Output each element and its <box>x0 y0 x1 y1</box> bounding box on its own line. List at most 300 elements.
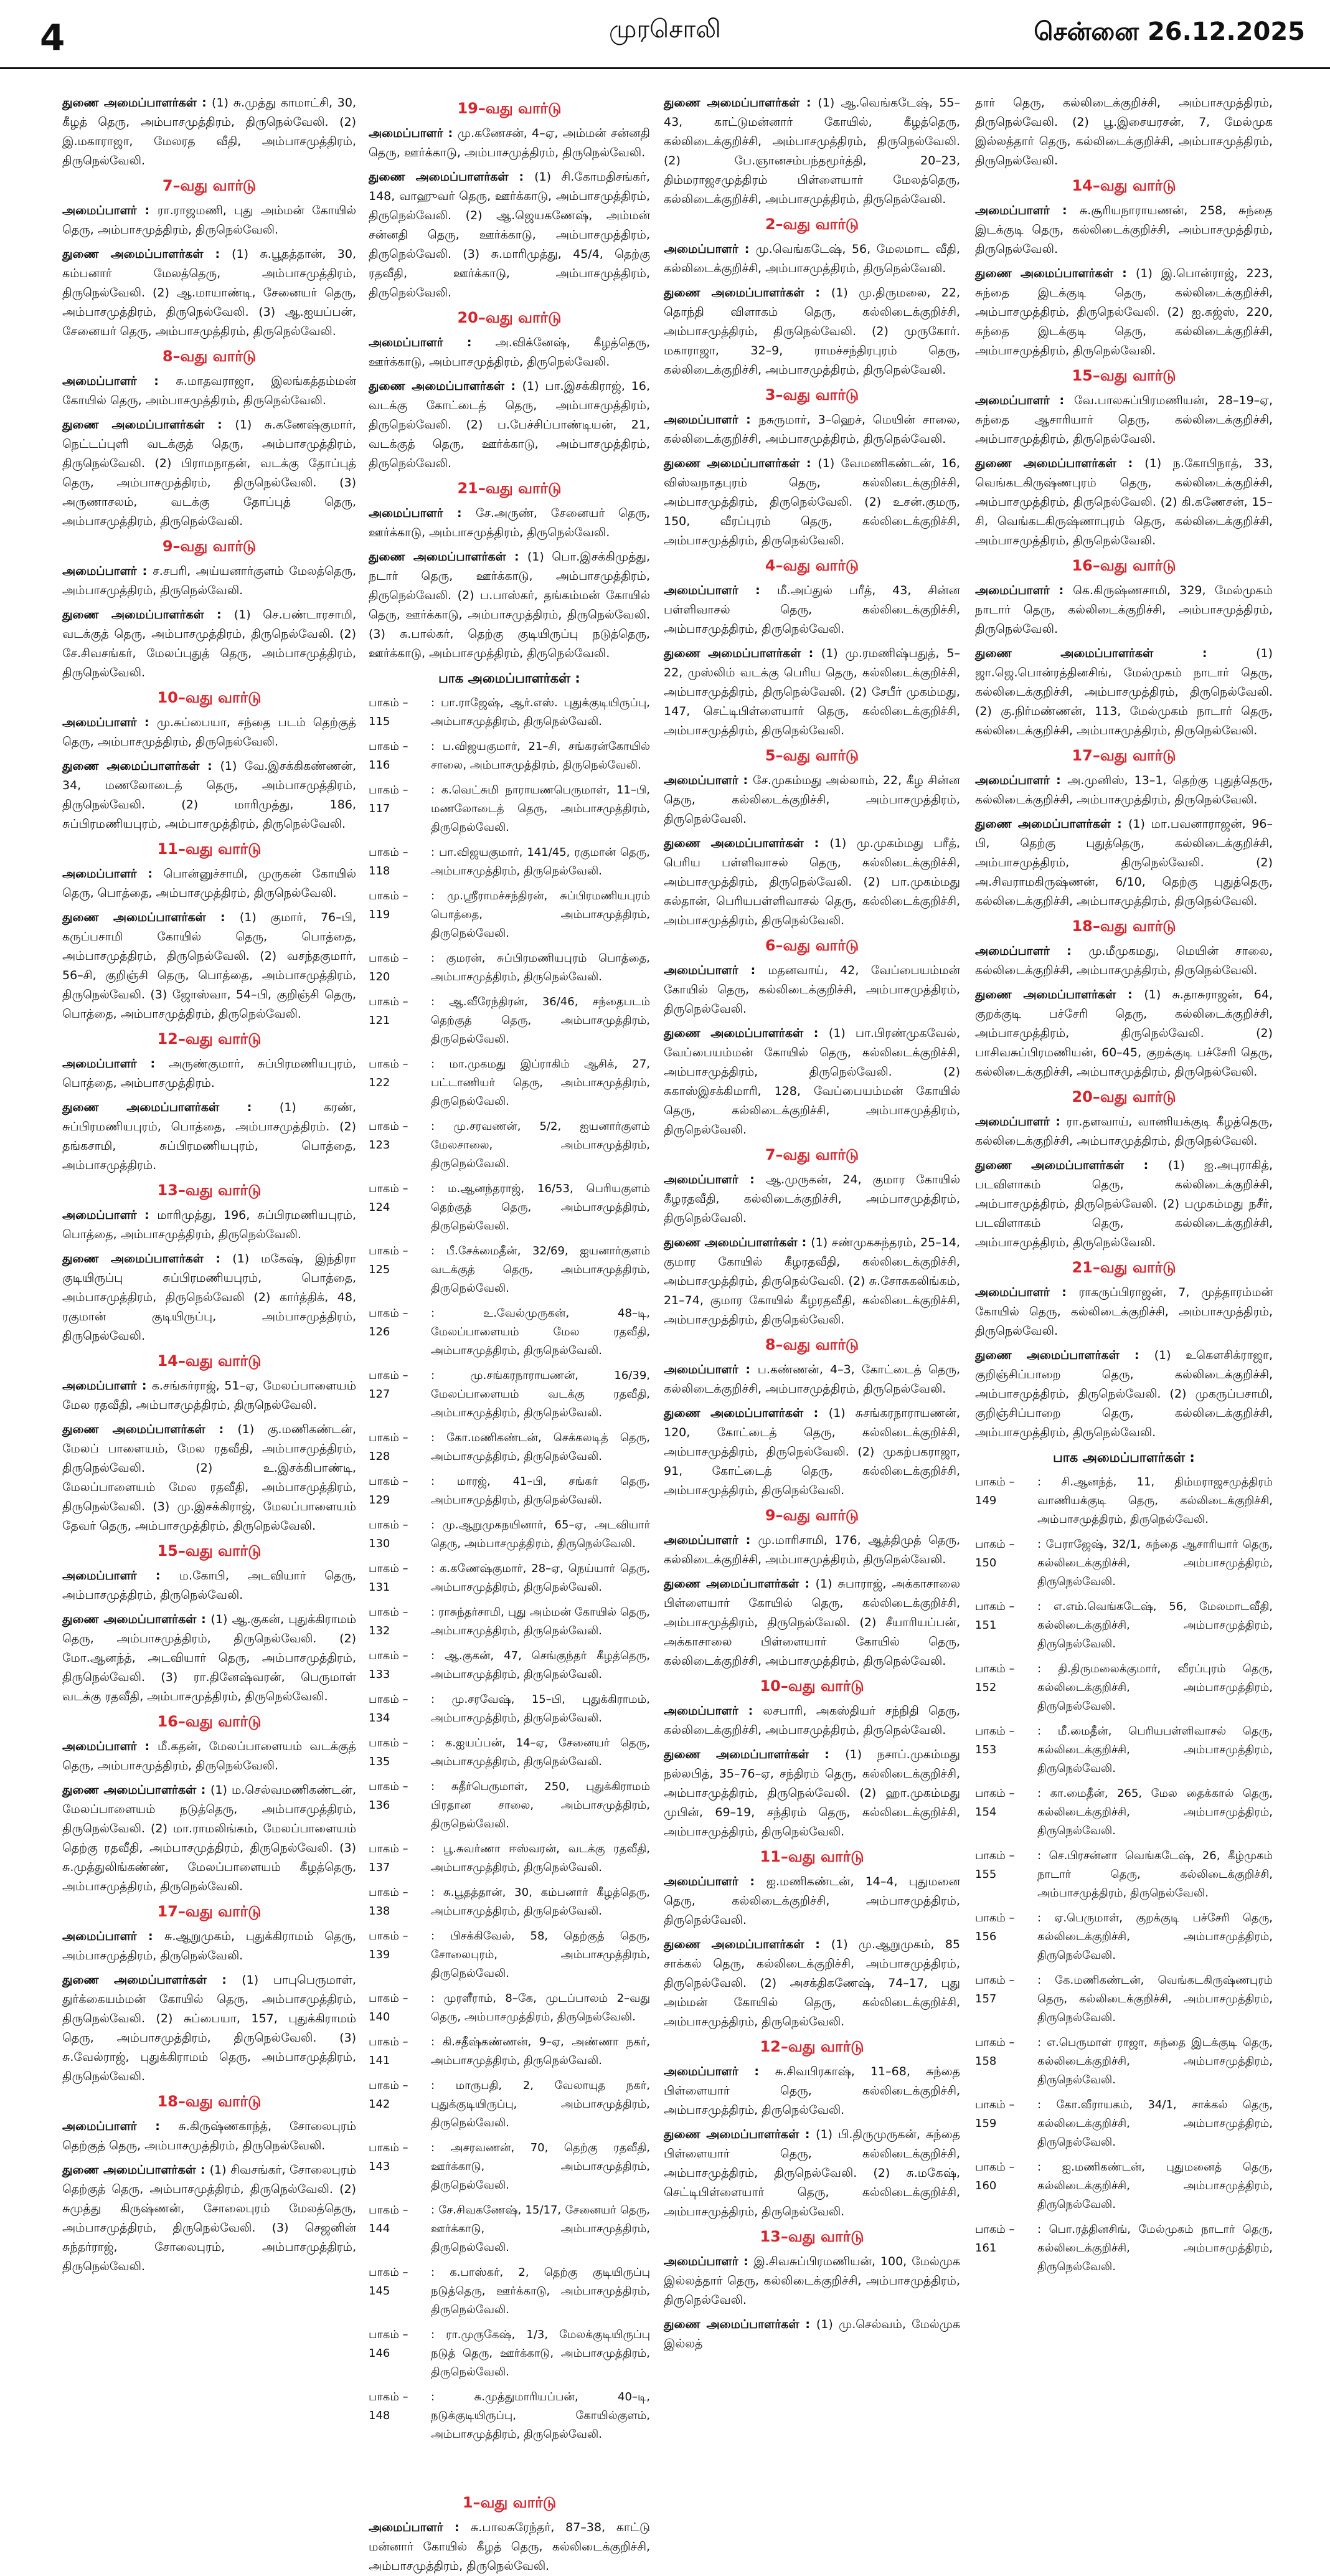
organizer-entry <box>664 2125 960 2222</box>
role-label: துணை அமைப்பாளர்கள் : <box>62 1783 210 1797</box>
role-label: துணை அமைப்பாளர்கள் : <box>975 1158 1168 1172</box>
booth-number: பாகம் – 135 <box>369 1736 408 1768</box>
entry-text: (1) வேமணிகண்டன், 16, விஸ்வநாதபுரம் தெரு, கல்லிடைக்குறிச்சி, அம்பாசமுத்திரம், திருநெல்வேலி. (2) உசன்.குமரு, 150, வீரப்புரம் தெரு, கல்லிடைக்குறிச்சி, அம்பாசமுத்திரம், திருநெல்வேலி. <box>664 457 960 547</box>
organizer-entry <box>664 1745 960 1842</box>
organizer-entry <box>369 547 650 663</box>
booth-row <box>975 1722 1273 1778</box>
booth-organizer: : ம.ஆனந்தராஜ், 16/53, பெரியகுளம் தெற்குத் தெரு, அம்பாசமுத்திரம், திருநெல்வேலி. <box>431 1182 650 1233</box>
entry-text: ராகருப்பிராஜன், 7, முத்தாரம்மன் கோயில் தெரு, கல்லிடைக்குறிச்சி, அம்பாசமுத்திரம், திருநெல்வேலி. <box>975 1286 1273 1338</box>
organizer-entry <box>975 454 1273 551</box>
entry-text: ரா.தளவாய், வாணியக்குடி கீழத்தெரு, கல்லிடைக்குறிச்சி, அம்பாசமுத்திரம், திருநெல்வேலி. <box>975 1115 1273 1148</box>
booth-row <box>975 2034 1273 2090</box>
entry-text: (1) செ.பண்டாரசாமி, வடக்குத் தெரு, அம்பாசமுத்திரம், திருநெல்வேலி. (2) சே.சிவசங்கர், மேலப்புதுத் தெரு, அம்பாசமுத்திரம், திருநெல்வேலி. <box>62 608 356 680</box>
booth-organizer: : கி.சதீஷ்கண்ணன், 9–ஏ, அண்ணா நகர், அம்பாசமுத்திரம், திருநெல்வேலி. <box>431 2035 650 2067</box>
organizer-entry <box>62 1737 356 1776</box>
role-label: துணை அமைப்பாளர்கள் : <box>975 1348 1154 1362</box>
booth-row <box>369 1778 650 1834</box>
organizer-entry <box>975 771 1273 810</box>
organizer-entry <box>62 1249 356 1346</box>
entry-text: அருண்குமார், சுப்பிரமணியபுரம், பொத்தை, அம்பாசமுத்திரம். <box>62 1057 356 1090</box>
booth-row <box>369 2076 650 2133</box>
ward-heading: 10–வது வார்டு <box>760 1677 864 1695</box>
organizer-entry <box>62 1781 356 1896</box>
entry-text: (1) மா.பவனாராஜன், 96–பி, தெற்கு புதுத்தெரு, கல்லிடைக்குறிச்சி, அம்பாசமுத்திரம், திருநெல்வேலி. (2) அ.சிவராமகிருஷ்ணன், 6/10, தெற்கு புதுத்தெரு, கல்லிடைக்குறிச்சி, அம்பாசமுத்திரம், திருநெல்வேலி. <box>975 817 1273 908</box>
role-label: துணை அமைப்பாளர்கள் : <box>664 1938 831 1951</box>
ward-heading: 20–வது வார்டு <box>1072 1088 1176 1106</box>
entry-text: (1) ம.செல்வமணிகண்டன், மேலப்பாளையம் நடுத்தெரு, அம்பாசமுத்திரம், திருநெல்வேலி. (2) மா.ராமலிங்கம், மேலப்பாளையம் தெற்கு ரதவீதி, அம்பாசமுத்திரம், திருநெல்வேலி. (3) சு.முத்துலிங்கண்ண், மேலப்பாளையம் கீழத்தெரு, அம்பாசமுத்திரம், திருநெல்வேலி. <box>62 1783 356 1893</box>
entry-text: (1) ஜா.ஜெ.பொன்ரத்தினசிங், மேல்முகம் நாடார் தெரு, கல்லிடைக்குறிச்சி, அம்பாசமுத்திரம், திருநெல்வேலி. (2) கு.நிர்மண்ணன், 113, மேல்முகம் நாடார் தெரு, கல்லிடைக்குறிச்சி, அம்பாசமுத்திரம், திருநெல்வேலி. <box>975 646 1273 737</box>
booth-organizer: : உ.வேல்முருகன், 48–டி, மேலப்பாளையம் மேல ரதவீதி, அம்பாசமுத்திரம், திருநெல்வேலி. <box>431 1307 650 1357</box>
booth-number: பாகம் – 157 <box>975 1974 1015 2005</box>
booth-organizer: : தி.திருமலைக்குமார், வீரப்புரம் தெரு, கல்லிடைக்குறிச்சி, அம்பாசமுத்திரம், திருநெல்வேலி. <box>1037 1662 1273 1713</box>
booth-row <box>369 1560 650 1597</box>
organizer-entry <box>664 1702 960 1740</box>
ward-heading: 11–வது வார்டு <box>157 840 262 858</box>
entry-text: மு.கணேசன், 4–ஏ, அம்மன் சன்னதி தெரு, ஊர்க்காடு, அம்பாசமுத்திரம், திருநெல்வேலி. <box>369 126 650 159</box>
booth-organizer: : எ.எம்.வெங்கடேஷ், 56, மேலமாடவீதி, கல்லிடைக்குறிச்சி, அம்பாசமுத்திரம், திருநெல்வேலி. <box>1037 1600 1273 1650</box>
role-label: அமைப்பாளர் : <box>975 944 1089 958</box>
booth-number: பாகம் – 146 <box>369 2328 408 2360</box>
booth-number: பாகம் – 145 <box>369 2266 408 2298</box>
booth-number: பாகம் – 139 <box>369 1930 408 1961</box>
organizer-entry <box>975 93 1273 171</box>
ward-heading: 15–வது வார்டு <box>1072 367 1176 384</box>
organizer-entry <box>975 201 1273 259</box>
booth-organizer: : மு.ஆறுமுகநயினார், 65–ஏ, அடவியார் தெரு, அம்பாசமுத்திரம், திருநெல்வேலி. <box>431 1518 650 1550</box>
entry-text: ச.சபரி, அய்யனார்குளம் மேலத்தெரு, அம்பாசமுத்திரம், திருநெல்வேலி. <box>62 564 356 597</box>
booth-number: பாகம் – 140 <box>369 1992 408 2024</box>
entry-text: (1) கு.மணிகண்டன், மேலப் பாளையம், மேல ரதவீதி, அம்பாசமுத்திரம், திருநெல்வேலி. (2) உ.இசக்கிபாண்டி, மேலப்பாளையம் மேல ரதவீதி, அம்பாசமுத்திரம், திருநெல்வேலி. (3) மு.இசக்கிராஜ், மேலப்பாளையம் தேவர் தெரு, அம்பாசமுத்திரம், திருநெல்வேலி. <box>62 1423 356 1533</box>
booth-row <box>369 2201 650 2257</box>
entry-text: (1) சி.கோமதிசங்கர், 148, வாஹுவர் தெரு, ஊர்க்காடு, அம்பாசமுத்திரம், திருநெல்வேலி. (2) ஆ.ஜெயகணேஷ், அம்மன் சன்னதி தெரு, ஊர்க்காடு, அம்பாசமுத்திரம், திருநெல்வேலி. (3) சு.மாரிமுத்து, 45/4, தெற்கு ரதவீதி, ஊர்க்காடு, அம்பாசமுத்திரம், திருநெல்வேலி. <box>369 170 650 300</box>
role-label: அமைப்பாளர் : <box>369 126 458 140</box>
role-label: துணை அமைப்பாளர்கள் : <box>664 1026 829 1040</box>
booth-row <box>369 2388 650 2444</box>
booth-row <box>975 1473 1273 1529</box>
organizer-entry <box>664 1404 960 1500</box>
role-label: அமைப்பாளர் : <box>664 584 778 597</box>
booth-number: பாகம் – 131 <box>369 1562 408 1594</box>
entry-text: ம.கோபி, அடவியார் தெரு, அம்பாசமுத்திரம், திருநெல்வேலி. <box>62 1569 356 1602</box>
column-2 <box>369 93 650 2573</box>
booth-row <box>369 1840 650 1877</box>
booth-number: பாகம் – 134 <box>369 1693 408 1725</box>
booth-number: பாகம் – 117 <box>369 784 408 815</box>
organizer-entry <box>62 1610 356 1707</box>
role-label: துணை அமைப்பாளர்கள் : <box>62 759 220 773</box>
organizer-entry <box>664 1574 960 1671</box>
role-label: துணை அமைப்பாளர்கள் : <box>664 1236 811 1249</box>
entry-text: (1) மு.முகம்மது பரீத், பெரிய பள்ளிவாசல் தெரு, கல்லிடைக்குறிச்சி, அம்பாசமுத்திரம், திருநெல்வேலி. (2) பா.முகம்மது சுல்தான், பெரியபள்ளிவாசல் தெரு, கல்லிடைக்குறிச்சி, அம்பாசமுத்திரம், திருநெல்வேலி. <box>664 836 960 927</box>
organizer-entry <box>369 168 650 303</box>
booth-organizer: : பொ.ரத்தினசிங், மேல்முகம் நாடார் தெரு, கல்லிடைக்குறிச்சி, அம்பாசமுத்திரம், திருநெல்வேலி. <box>1037 2223 1273 2273</box>
ward-heading: 6–வது வார்டு <box>765 937 859 954</box>
role-label: துணை அமைப்பாளர்கள் : <box>62 247 232 261</box>
booth-row <box>369 1927 650 1983</box>
booth-row <box>975 1971 1273 2027</box>
role-label: துணை அமைப்பாளர்கள் : <box>664 286 831 300</box>
organizer-entry <box>62 562 356 600</box>
role-label: அமைப்பாளர் : <box>62 1379 152 1393</box>
booth-organizer: : மு.சங்கரநாராயணன், 16/39, மேலப்பாளையம் வடக்கு ரதவீதி, அம்பாசமுத்திரம், திருநெல்வேலி. <box>431 1369 650 1419</box>
entry-text: (1) சு.கணேஷ்குமார், நெட்டப்புளி வடக்குத் தெரு, அம்பாசமுத்திரம், திருநெல்வேலி. (2) பிராமநாதன், வடக்கு தோப்புத் தெரு, அம்பாசமுத்திரம், திருநெல்வேலி. (3) அருணாசலம், வடக்கு தோப்புத் தெரு, அம்பாசமுத்திரம், திருநெல்வேலி. <box>62 418 356 528</box>
role-label: துணை அமைப்பாளர்கள் : <box>664 2318 816 2331</box>
booth-organizer: : க.கணேஷ்குமார், 28–ஏ, நெய்யார் தெரு, அம்பாசமுத்திரம், திருநெல்வேலி. <box>431 1562 650 1594</box>
role-label: துணை அமைப்பாளர்கள் : <box>664 836 830 850</box>
organizer-entry <box>975 264 1273 361</box>
entry-text: (1) பொ.இசக்கிமுத்து, நடார் தெரு, ஊர்க்காடு, அம்பாசமுத்திரம், திருநெல்வேலி. (2) ப.பாஸ்கர், தங்கம்மன் கோயில் தெரு, ஊர்க்காடு, அம்பாசமுத்திரம், திருநெல்வேலி. (3) சு.பால்கர், தெற்கு குடியிருப்பு நடுத்தெரு, ஊர்க்காடு, அம்பாசமுத்திரம், திருநெல்வேலி. <box>369 550 650 660</box>
entry-text: (1) மு.ஆறுமுகம், 85 சாக்கல் தெரு, கல்லிடைக்குறிச்சி, அம்பாசமுத்திரம், திருநெல்வேலி. (2) அசக்திகணேஷ், 74–17, புது அம்மன் கோயில் தெரு, கல்லிடைக்குறிச்சி, அம்பாசமுத்திரம், திருநெல்வேலி. <box>664 1938 960 2029</box>
organizer-entry <box>664 283 960 380</box>
booth-organizer: : ரா.முருகேஷ், 1/3, மேலக்குடியிருப்பு நடுத் தெரு, ஊர்க்காடு, அம்பாசமுத்திரம், திருநெல்வேலி. <box>431 2328 650 2379</box>
booth-number: பாகம் – 153 <box>975 1725 1015 1756</box>
role-label: துணை அமைப்பாளர்கள் : <box>62 1423 238 1436</box>
entry-text: (1) பா.பிரண்முகவேல், வேப்பையம்மன் கோயில் தெரு, கல்லிடைக்குறிச்சி, அம்பாசமுத்திரம், திருநெல்வேலி. (2) சுகாஸ்இசக்கிமாரி, 128, வேப்பையம்மன் கோயில் தெரு, கல்லிடைக்குறிச்சி, அம்பாசமுத்திரம், திருநெல்வேலி. <box>664 1026 960 1137</box>
role-label: துணை அமைப்பாளர்கள் : <box>664 1406 829 1420</box>
ward-heading: 21–வது வார்டு <box>1072 1259 1176 1276</box>
ward-heading: 7–வது வார்டு <box>765 1146 859 1163</box>
entry-text: மு.மீமுகமது, மெயின் சாலை, கல்லிடைக்குறிச்சி, அம்பாசமுத்திரம், திருநெல்வேலி. <box>975 944 1273 977</box>
newspaper-name: முரசொலி <box>609 15 721 44</box>
organizer-entry <box>62 908 356 1024</box>
ward-heading: 10–வது வார்டு <box>157 689 262 706</box>
entry-text: (1) மு.திருமலை, 22, தொந்தி விளாகம் தெரு, கல்லிடைக்குறிச்சி, அம்பாசமுத்திரம், திருநெல்வேலி. (2) முருகோர். மகாராஜா, 32–9, ராமச்சந்திரபுரம் தெரு, கல்லிடைக்குறிச்சி, அம்பாசமுத்திரம், திருநெல்வேலி. <box>664 286 960 377</box>
role-label: துணை அமைப்பாளர்கள் : <box>62 1252 233 1266</box>
ward-heading: 5–வது வார்டு <box>765 747 859 764</box>
role-label: துணை அமைப்பாளர்கள் : <box>62 911 240 924</box>
page-header <box>0 0 1330 84</box>
booth-organizer: : மாரஜ், 41–பி, சங்கர் தெரு, அம்பாசமுத்திரம், திருநெல்வேலி. <box>431 1475 650 1507</box>
entry-text: பொன்னுச்சாமி, முருகன் கோயில் தெரு, பொத்தை, அம்பாசமுத்திரம், திருநெல்வேலி. <box>62 867 356 900</box>
entry-text: (1) வே.இசக்கிகண்ணன், 34, மணலோடைத் தெரு, அம்பாசமுத்திரம், திருநெல்வேலி. (2) மாரிமுத்து, 186, சுப்பிரமணியபுரம், அம்பாசமுத்திரம், திருநெல்வேலி. <box>62 759 356 831</box>
organizer-entry <box>62 1376 356 1415</box>
role-label: துணை அமைப்பாளர்கள் : <box>369 379 522 393</box>
organizer-entry <box>975 1156 1273 1252</box>
entry-text: சு.கிருஷ்ணகாந்த், சோலைபுரம் தெற்குத் தெரு, அம்பாசமுத்திரம், திருநெல்வேலி. <box>62 2119 356 2152</box>
organizer-entry <box>975 942 1273 980</box>
booth-number: பாகம் – 130 <box>369 1518 408 1550</box>
booth-number: பாகம் – 158 <box>975 2036 1015 2068</box>
booth-row <box>975 2158 1273 2214</box>
role-label: அமைப்பாளர் : <box>62 1569 179 1583</box>
organizer-entry <box>369 377 650 473</box>
booth-number: பாகம் – 155 <box>975 1849 1015 1881</box>
booth-number: பாகம் – 124 <box>369 1182 408 1214</box>
entry-text: (1) சு.தாசுராஜன், 64, குறக்குடி பச்சேரி தெரு, கல்லிடைக்குறிச்சி, அம்பாசமுத்திரம், திருநெல்வேலி. (2) பாசிவசுப்பிரமணியன், 60–45, குறக்குடி பச்சேரி தெரு, கல்லிடைக்குறிச்சி, அம்பாசமுத்திரம், திருநெல்வேலி. <box>975 988 1273 1079</box>
entry-text: வே.பாலசுப்பிரமணியன், 28–19–ஏ, சுந்தை ஆசாரியார் தெரு, கல்லிடைக்குறிச்சி, அம்பாசமுத்திரம், திருநெல்வேலி. <box>975 394 1273 446</box>
organizer-entry <box>62 1420 356 1536</box>
organizer-entry <box>664 834 960 930</box>
booth-organizer: : கோ.மணிகண்டன், செக்கலடித் தெரு, அம்பாசமுத்திரம், திருநெல்வேலி. <box>431 1431 650 1463</box>
booth-number: பாகம் – 120 <box>369 952 408 983</box>
booth-number: பாகம் – 150 <box>975 1538 1015 1570</box>
entry-text: சு.சூரியநாராயணன், 258, சுந்தை இடக்குடி தெரு, கல்லிடைக்குறிச்சி, அம்பாசமுத்திரம், திருநெல்வேலி. <box>975 204 1273 256</box>
entry-text: (1) ஆ.குகன், புதுக்கிராமம் தெரு, அம்பாசமுத்திரம், திருநெல்வேலி. (2) மோ.ஆனந்த், அடவியார் தெரு, அம்பாசமுத்திரம், திருநெல்வேலி. (3) ரா.தினேஷ்வரன், பெருமாள் வடக்கு ரதவீதி, அம்பாசமுத்திரம், திருநெல்வேலி. <box>62 1612 356 1703</box>
booth-row <box>975 1660 1273 1716</box>
booth-organizer: : ஏ.பெருமாள், குறக்குடி பச்சேரி தெரு, கல்லிடைக்குறிச்சி, அம்பாசமுத்திரம், திருநெல்வேலி. <box>1037 1911 1273 1962</box>
organizer-entry <box>664 1024 960 1140</box>
dateline: சென்னை 26.12.2025 <box>1034 17 1305 46</box>
booth-number: பாகம் – 121 <box>369 995 408 1027</box>
booth-row <box>975 1535 1273 1591</box>
booth-organizer: : கே.மணிகண்டன், வெங்கடகிருஷ்ணபுரம் தெரு, கல்லிடைக்குறிச்சி, அம்பாசமுத்திரம், திருநெல்வேலி. <box>1037 1974 1273 2024</box>
role-label: அமைப்பாளர் : <box>369 506 476 520</box>
header-rule <box>0 67 1330 69</box>
booth-organizer: : செ.பிரசன்னா வெங்கடேஷ், 26, கீழ்முகம் நாடார் தெரு, கல்லிடைக்குறிச்சி, அம்பாசமுத்திரம், திருநெல்வேலி. <box>1037 1849 1273 1900</box>
role-label: துணை அமைப்பாளர்கள் : <box>369 170 535 184</box>
ward-heading: 13–வது வார்டு <box>157 1181 262 1199</box>
booth-organizer: : ஆ.வீரேந்திரன், 36/46, சந்தைபடம் தெற்குத் தெரு, அம்பாசமுத்திரம், திருநெல்வேலி. <box>431 995 650 1046</box>
organizer-entry <box>664 581 960 639</box>
entry-text: (1) மு.ரமணிஷ்பதுத், 5–22, முஸ்லிம் வடக்கு பெரிய தெரு, கல்லிடைக்குறிச்சி, அம்பாசமுத்திரம், திருநெல்வேலி. (2) சேபீர் முகம்மது, 147, செட்டிபிள்ளையார் தெரு, கல்லிடைக்குறிச்சி, அம்பாசமுத்திரம், திருநெல்வேலி. <box>664 646 960 737</box>
booth-organizer: : கோ.வீராயகம், 34/1, சாக்கல் தெரு, கல்லிடைக்குறிச்சி, அம்பாசமுத்திரம், திருநெல்வேலி. <box>1037 2098 1273 2149</box>
ward-heading: 12–வது வார்டு <box>760 2038 864 2055</box>
role-label: துணை அமைப்பாளர்கள் : <box>664 457 818 470</box>
page-number: 4 <box>40 16 65 59</box>
booth-row <box>369 2326 650 2382</box>
ward-heading: 4–வது வார்டு <box>765 557 859 574</box>
organizer-entry <box>664 1170 960 1228</box>
entry-text: சு.பாலசுரேந்தர், 87–38, காட்டு மன்னார் கோயில் கீழத் தெரு, கல்லிடைக்குறிச்சி, அம்பாசமுத்திரம், திருநெல்வேலி. <box>369 2521 650 2573</box>
booth-number: பாகம் – 138 <box>369 1886 408 1918</box>
ward-heading: 3–வது வார்டு <box>765 386 859 404</box>
booth-row <box>369 2263 650 2319</box>
entry-text: (1) மு.செல்வம், மேல்முக இல்லத் <box>664 2318 960 2351</box>
booth-number: பாகம் – 122 <box>369 1058 408 1089</box>
entry-text: க.சங்கர்ராஜ், 51–ஏ, மேலப்பாளையம் மேல ரதவீதி, அம்பாசமுத்திரம், திருநெல்வேலி. <box>62 1379 356 1412</box>
organizer-entry <box>664 771 960 829</box>
booth-row <box>369 2139 650 2195</box>
entry-text: லசபாரி, அகஸ்தியர் சந்நிதி தெரு, கல்லிடைக்குறிச்சி, அம்பாசமுத்திரம், திருநெல்வேலி. <box>664 1704 960 1737</box>
ward-heading: 16–வது வார்டு <box>157 1713 262 1730</box>
entry-text: (1) சு.பூதத்தான், 30, கம்பனார் மேலத்தெரு, அம்பாசமுத்திரம், திருநெல்வேலி. (2) ஆ.மாயாண்டி, சேனையர் தெரு, அம்பாசமுத்திரம், திருநெல்வேலி. (3) ஆ.ஐயப்பன், சேனையர் தெரு, அம்பாசமுத்திரம், திருநெல்வேலி. <box>62 247 356 338</box>
ward-heading: 12–வது வார்டு <box>157 1030 262 1048</box>
entry-text: மதனவாய், 42, வேப்பையம்மன் கோயில் தெரு, கல்லிடைக்குறிச்சி, அம்பாசமுத்திரம், திருநெல்வேலி. <box>664 964 960 1016</box>
entry-text: (1) பா.இசக்கிராஜ், 16, வடக்கு கோட்டைத் தெரு, அம்பாசமுத்திரம், திருநெல்வேலி. (2) ப.பேச்சிப்பாண்டியன், 21, வடக்குத் தெரு, ஊர்க்காடு, அம்பாசமுத்திரம், திருநெல்வேலி. <box>369 379 650 470</box>
role-label: துணை அமைப்பாளர்கள் : <box>664 1577 816 1591</box>
entry-text: இ.சிவசுப்பிரமணியன், 100, மேல்முக இல்லத்தார் தெரு, கல்லிடைக்குறிச்சி, அம்பாசமுத்திரம், திருநெல்வேலி. <box>664 2255 960 2307</box>
booth-row <box>369 1690 650 1728</box>
role-label: அமைப்பாளர் : <box>664 774 753 787</box>
organizer-entry <box>664 1531 960 1570</box>
role-label: அமைப்பாளர் : <box>975 584 1073 597</box>
booth-row <box>975 1784 1273 1840</box>
entry-text: கெ.கிருஷ்ணசாமி, 329, மேல்முகம் நாடார் தெரு, கல்லிடைக்குறிச்சி, அம்பாசமுத்திரம், திருநெல்வேலி. <box>975 584 1273 636</box>
role-label: துணை அமைப்பாளர்கள் : <box>62 2163 210 2177</box>
role-label: அமைப்பாளர் : <box>975 1286 1079 1299</box>
organizer-entry <box>664 93 960 209</box>
entry-text: சே.அருண், சேனையர் தெரு, ஊர்க்காடு, அம்பாசமுத்திரம், திருநெல்வேலி. <box>369 506 650 539</box>
role-label: துணை அமைப்பாளர்கள் : <box>664 96 818 110</box>
ward-heading: 19–வது வார்டு <box>457 100 562 117</box>
booth-number: பாகம் – 128 <box>369 1431 408 1463</box>
organizer-entry <box>664 2062 960 2120</box>
booth-number: பாகம் – 156 <box>975 1911 1015 1943</box>
organizer-entry <box>369 124 650 163</box>
role-label: அமைப்பாளர் : <box>369 2521 471 2534</box>
booth-row <box>369 1117 650 1173</box>
organizer-entry <box>62 93 356 171</box>
entry-text: சே.முகம்மது அல்லாம், 22, கீழ சின்ன தெரு, கல்லிடைக்குறிச்சி, அம்பாசமுத்திரம், திருநெல்வேலி. <box>664 774 960 826</box>
role-label: அமைப்பாளர் : <box>975 204 1080 217</box>
organizer-entry <box>369 2518 650 2576</box>
organizer-entry <box>975 391 1273 449</box>
booth-organizer: : பா.ராஜேஷ், ஆர்.எஸ். புதுக்குடியிருப்பு, அம்பாசமுத்திரம், திருநெல்வேலி. <box>431 696 650 728</box>
booth-number: பாகம் – 125 <box>369 1244 408 1276</box>
column-spacer <box>369 2450 650 2488</box>
booth-row <box>369 1366 650 1423</box>
booth-organizer: : முரளீராம், 8–கே, முடப்பாலம் 2–வது தெரு, அம்பாசமுத்திரம், திருநெல்வேலி. <box>431 1992 650 2024</box>
entry-text: சு.சிவபிரகாஷ், 11–68, சுந்தை பிள்ளையார் தெரு, கல்லிடைக்குறிச்சி, அம்பாசமுத்திரம், திருநெல்வேலி. <box>664 2065 960 2117</box>
entry-text: (1) ந.கோபிநாத், 33, வெங்கடகிருஷ்ணபுரம் தெரு, கல்லிடைக்குறிச்சி, அம்பாசமுத்திரம், திருநெல்வேலி. (2) கி.கணேசன், 15–சி, வெங்கடகிருஷ்ணாபுரம் தெரு, கல்லிடைக்குறிச்சி, அம்பாசமுத்திரம், திருநெல்வேலி. <box>975 457 1273 547</box>
organizer-entry <box>664 1872 960 1930</box>
booth-number: பாகம் – 115 <box>369 696 408 728</box>
ward-heading: 21–வது வார்டு <box>457 480 562 497</box>
organizer-entry <box>664 410 960 449</box>
organizer-entry <box>62 201 356 240</box>
organizer-entry <box>664 644 960 741</box>
organizer-entry <box>62 757 356 834</box>
booth-row <box>369 887 650 943</box>
ward-heading: 18–வது வார்டு <box>1072 917 1176 935</box>
booth-row <box>369 993 650 1049</box>
entry-text: ஐ.மணிகண்டன், 14–4, புதுமனை தெரு, கல்லிடைக்குறிச்சி, அம்பாசமுத்திரம், திருநெல்வேலி. <box>664 1875 960 1927</box>
organizer-entry <box>62 1971 356 2086</box>
booth-organizer: : மு.சரவணன், 5/2, ஐயனார்குளம் மேலசாலை, அம்பாசமுத்திரம், திருநெல்வேலி. <box>431 1120 650 1170</box>
ward-heading: 2–வது வார்டு <box>765 215 859 233</box>
booth-row <box>369 2033 650 2070</box>
booth-organizer: : பிசக்கிவேல், 58, தெற்குத் தெரு, சோலைபுரம், அம்பாசமுத்திரம், திருநெல்வேலி. <box>431 1930 650 1980</box>
entry-text: (1) சண்முகசுந்தரம், 25–14, குமார கோயில் கீழரதவீதி, கல்லிடைக்குறிச்சி, அம்பாசமுத்திரம், திருநெல்வேலி. (2) சு.சோசுகலிங்கம், 21–74, குமார கோயில் கீழரதவீதி, கல்லிடைக்குறிச்சி, அம்பாசமுத்திரம், திருநெல்வேலி. <box>664 1236 960 1327</box>
organizer-entry <box>62 2161 356 2276</box>
booth-number: பாகம் – 123 <box>369 1120 408 1152</box>
organizer-entry <box>975 815 1273 911</box>
organizer-entry <box>62 245 356 341</box>
booth-number: பாகம் – 152 <box>975 1662 1015 1694</box>
booth-number: பாகம் – 144 <box>369 2204 408 2235</box>
booth-row <box>369 1883 650 1921</box>
entry-text: மீ.கதன், மேலப்பாளையம் வடக்குத் தெரு, அம்பாசமுத்திரம், திருநெல்வேலி. <box>62 1740 356 1773</box>
column-1 <box>62 93 356 2273</box>
entry-text: அ.விக்னேஷ், கீழத்தெரு, ஊர்க்காடு, அம்பாசமுத்திரம், திருநெல்வேலி. <box>369 336 650 369</box>
role-label: துணை அமைப்பாளர்கள் : <box>62 608 234 622</box>
ward-heading: 9–வது வார்டு <box>162 537 257 555</box>
role-label: துணை அமைப்பாளர்கள் : <box>664 1748 846 1761</box>
role-label: அமைப்பாளர் : <box>62 1057 169 1071</box>
organizer-entry <box>62 713 356 752</box>
ward-heading: 9–வது வார்டு <box>765 1507 859 1524</box>
role-label: துணை அமைப்பாளர்கள் : <box>62 418 235 432</box>
booth-number: பாகம் – 160 <box>975 2161 1015 2192</box>
booth-number: பாகம் – 142 <box>369 2079 408 2111</box>
booth-organizer: : கா.மைதீன், 265, மேல தைக்கால் தெரு, கல்லிடைக்குறிச்சி, அம்பாசமுத்திரம், திருநெல்வேலி. <box>1037 1787 1273 1837</box>
booth-organizer: : மு.சரவேஷ், 15–பி, புதுக்கிராமம், அம்பாசமுத்திரம், திருநெல்வேலி. <box>431 1693 650 1725</box>
entry-text: (1) பி.திருமுருகன், சுந்தை பிள்ளையார் தெரு, கல்லிடைக்குறிச்சி, அம்பாசமுத்திரம், திருநெல்வேலி. (2) சு.மகேஷ், செட்டிபிள்ளையார் தெரு, கல்லிடைக்குறிச்சி, அம்பாசமுத்திரம், திருநெல்வேலி. <box>664 2128 960 2218</box>
role-label: அமைப்பாளர் : <box>664 2065 775 2078</box>
role-label: துணை அமைப்பாளர்கள் : <box>664 2128 816 2141</box>
organizer-entry <box>62 415 356 531</box>
booth-row <box>369 694 650 731</box>
organizer-entry <box>975 644 1273 741</box>
entry-text: மு.வெங்கடேஷ், 56, மேலமாட வீதி, கல்லிடைக்குறிச்சி, அம்பாசமுத்திரம், திருநெல்வேலி. <box>664 242 960 275</box>
booth-organizer: : பேராஜேஷ், 32/1, சுந்தை ஆசாரியார் தெரு, கல்லிடைக்குறிச்சி, அம்பாசமுத்திரம், திருநெல்வேலி. <box>1037 1538 1273 1588</box>
booth-organizer: : சு.முத்துமாரியப்பன், 40–டி, நடுக்குடியிருப்பு, கோயில்குளம், அம்பாசமுத்திரம், திருநெல்வேலி. <box>431 2390 650 2441</box>
role-label: அமைப்பாளர் : <box>62 564 153 578</box>
organizer-entry <box>62 2117 356 2156</box>
role-label: அமைப்பாளர் : <box>62 1740 158 1753</box>
entry-text: அ.முனிஸ், 13–1, தெற்கு புதுத்தெரு, கல்லிடைக்குறிச்சி, அம்பாசமுத்திரம், திருநெல்வேலி. <box>975 774 1273 807</box>
entry-text: (1) உகௌசிக்ராஜா, குறிஞ்சிப்பாறை தெரு, கல்லிடைக்குறிச்சி, அம்பாசமுத்திரம், திருநெல்வேலி. (2) முகருப்பசாமி, குறிஞ்சிப்பாறை தெரு, கல்லிடைக்குறிச்சி, அம்பாசமுத்திரம், திருநெல்வேலி. <box>975 1348 1273 1439</box>
role-label: அமைப்பாளர் : <box>62 1930 164 1943</box>
booth-number: பாகம் – 129 <box>369 1475 408 1507</box>
organizer-entry <box>369 333 650 372</box>
organizer-entry <box>664 454 960 551</box>
booth-number: பாகம் – 136 <box>369 1780 408 1812</box>
organizer-entry <box>975 985 1273 1082</box>
booth-organizer: : பா.விஜயகுமார், 141/45, ரகுமான் தெரு, அம்பாசமுத்திரம், திருநெல்வேலி. <box>431 846 650 878</box>
entry-text: (1) நசாப்.முகம்மது நல்லபித், 35–76–ஏ, சந்திரம் தெரு, கல்லிடைக்குறிச்சி, அம்பாசமுத்திரம், திருநெல்வேலி. (2) ஹா.முகம்மது முபின், 69–19, சந்திரம் தெரு, கல்லிடைக்குறிச்சி, அம்பாசமுத்திரம், திருநெல்வேலி. <box>664 1748 960 1839</box>
role-label: துணை அமைப்பாளர்கள் : <box>62 96 212 110</box>
role-label: துணை அமைப்பாளர்கள் : <box>62 1612 211 1626</box>
booth-row <box>369 1304 650 1360</box>
role-label: அமைப்பாளர் : <box>369 336 496 349</box>
organizer-entry <box>62 605 356 683</box>
organizer-entry <box>62 372 356 410</box>
role-label: துணை அமைப்பாளர்கள் : <box>664 646 821 660</box>
role-label: அமைப்பாளர் : <box>975 394 1074 407</box>
ward-heading: 7–வது வார்டு <box>162 177 257 194</box>
article-body <box>0 93 1330 2573</box>
ward-heading: 13–வது வார்டு <box>760 2228 864 2245</box>
booth-row <box>369 1180 650 1236</box>
role-label: அமைப்பாளர் : <box>62 867 164 881</box>
ward-heading: 17–வது வார்டு <box>157 1903 262 1920</box>
entry-text: தார் தெரு, கல்லிடைக்குறிச்சி, அம்பாசமுத்திரம், திருநெல்வேலி. (2) பூ.இசையரசன், 7, மேல்முக இல்லத்தார் தெரு, கல்லிடைக்குறிச்சி, அம்பாசமுத்திரம், திருநெல்வேலி. <box>975 96 1273 168</box>
booth-number: பாகம் – 148 <box>369 2390 408 2422</box>
booth-row <box>369 1603 650 1641</box>
booth-row <box>975 2220 1273 2276</box>
section-heading: பாக அமைப்பாளர்கள் : <box>1053 1450 1195 1465</box>
role-label: துணை அமைப்பாளர்கள் : <box>975 267 1136 280</box>
column-3 <box>664 93 960 2351</box>
ward-heading: 1–வது வார்டு <box>462 2494 557 2511</box>
role-label: அமைப்பாளர் : <box>975 1115 1067 1129</box>
booth-row <box>369 843 650 881</box>
entry-text: (1) குமார், 76–பி, கருப்பசாமி கோயில் தெரு, பொத்தை, அம்பாசமுத்திரம், திருநெல்வேலி. (2) வசந்தகுமார், 56–சி, குறிஞ்சி தெரு, பொத்தை, அம்பாசமுத்திரம், திருநெல்வேலி. (3) ஜோஸ்வா, 54–பி, குறிஞ்சி தெரு, பொத்தை, அம்பாசமுத்திரம், திருநெல்வேலி. <box>62 911 356 1021</box>
role-label: அமைப்பாளர் : <box>664 242 756 256</box>
booth-number: பாகம் – 151 <box>975 1600 1015 1632</box>
organizer-entry <box>62 864 356 903</box>
booth-row <box>369 781 650 837</box>
booth-row <box>369 1647 650 1684</box>
organizer-entry <box>664 2315 960 2354</box>
ward-heading: 8–வது வார்டு <box>765 1336 859 1353</box>
booth-organizer: : க.வெட்சுமி நாராயணபெருமாள், 11–பி, மணலோடைத் தெரு, அம்பாசமுத்திரம், திருநெல்வேலி. <box>431 784 650 834</box>
role-label: அமைப்பாளர் : <box>664 2255 754 2268</box>
entry-text: சு.ஆறுமுகம், புதுக்கிராமம் தெரு, அம்பாசமுத்திரம், திருநெல்வேலி. <box>62 1930 356 1963</box>
entry-text: (1) சிவசங்கர், சோலைபுரம் தெற்குத் தெரு, அம்பாசமுத்திரம், திருநெல்வேலி. (2) சுமுத்து கிருஷ்ணன், சோலைபுரம் மேலத்தெரு, அம்பாசமுத்திரம், திருநெல்வேலி. (3) செஜனின் சுந்தர்ராஜ், சோலைபுரம், அம்பாசமுத்திரம், திருநெல்வேலி. <box>62 2163 356 2273</box>
role-label: அமைப்பாளர் : <box>62 374 176 388</box>
booth-row <box>369 949 650 987</box>
booth-row <box>369 1055 650 1111</box>
booth-row <box>975 1598 1273 1654</box>
role-label: துணை அமைப்பாளர்கள் : <box>975 646 1257 660</box>
booth-row <box>975 1847 1273 1903</box>
booth-number: பாகம் – 119 <box>369 889 408 921</box>
role-label: அமைப்பாளர் : <box>664 1704 763 1718</box>
booth-number: பாகம் – 143 <box>369 2141 408 2173</box>
booth-number: பாகம் – 116 <box>369 740 408 772</box>
